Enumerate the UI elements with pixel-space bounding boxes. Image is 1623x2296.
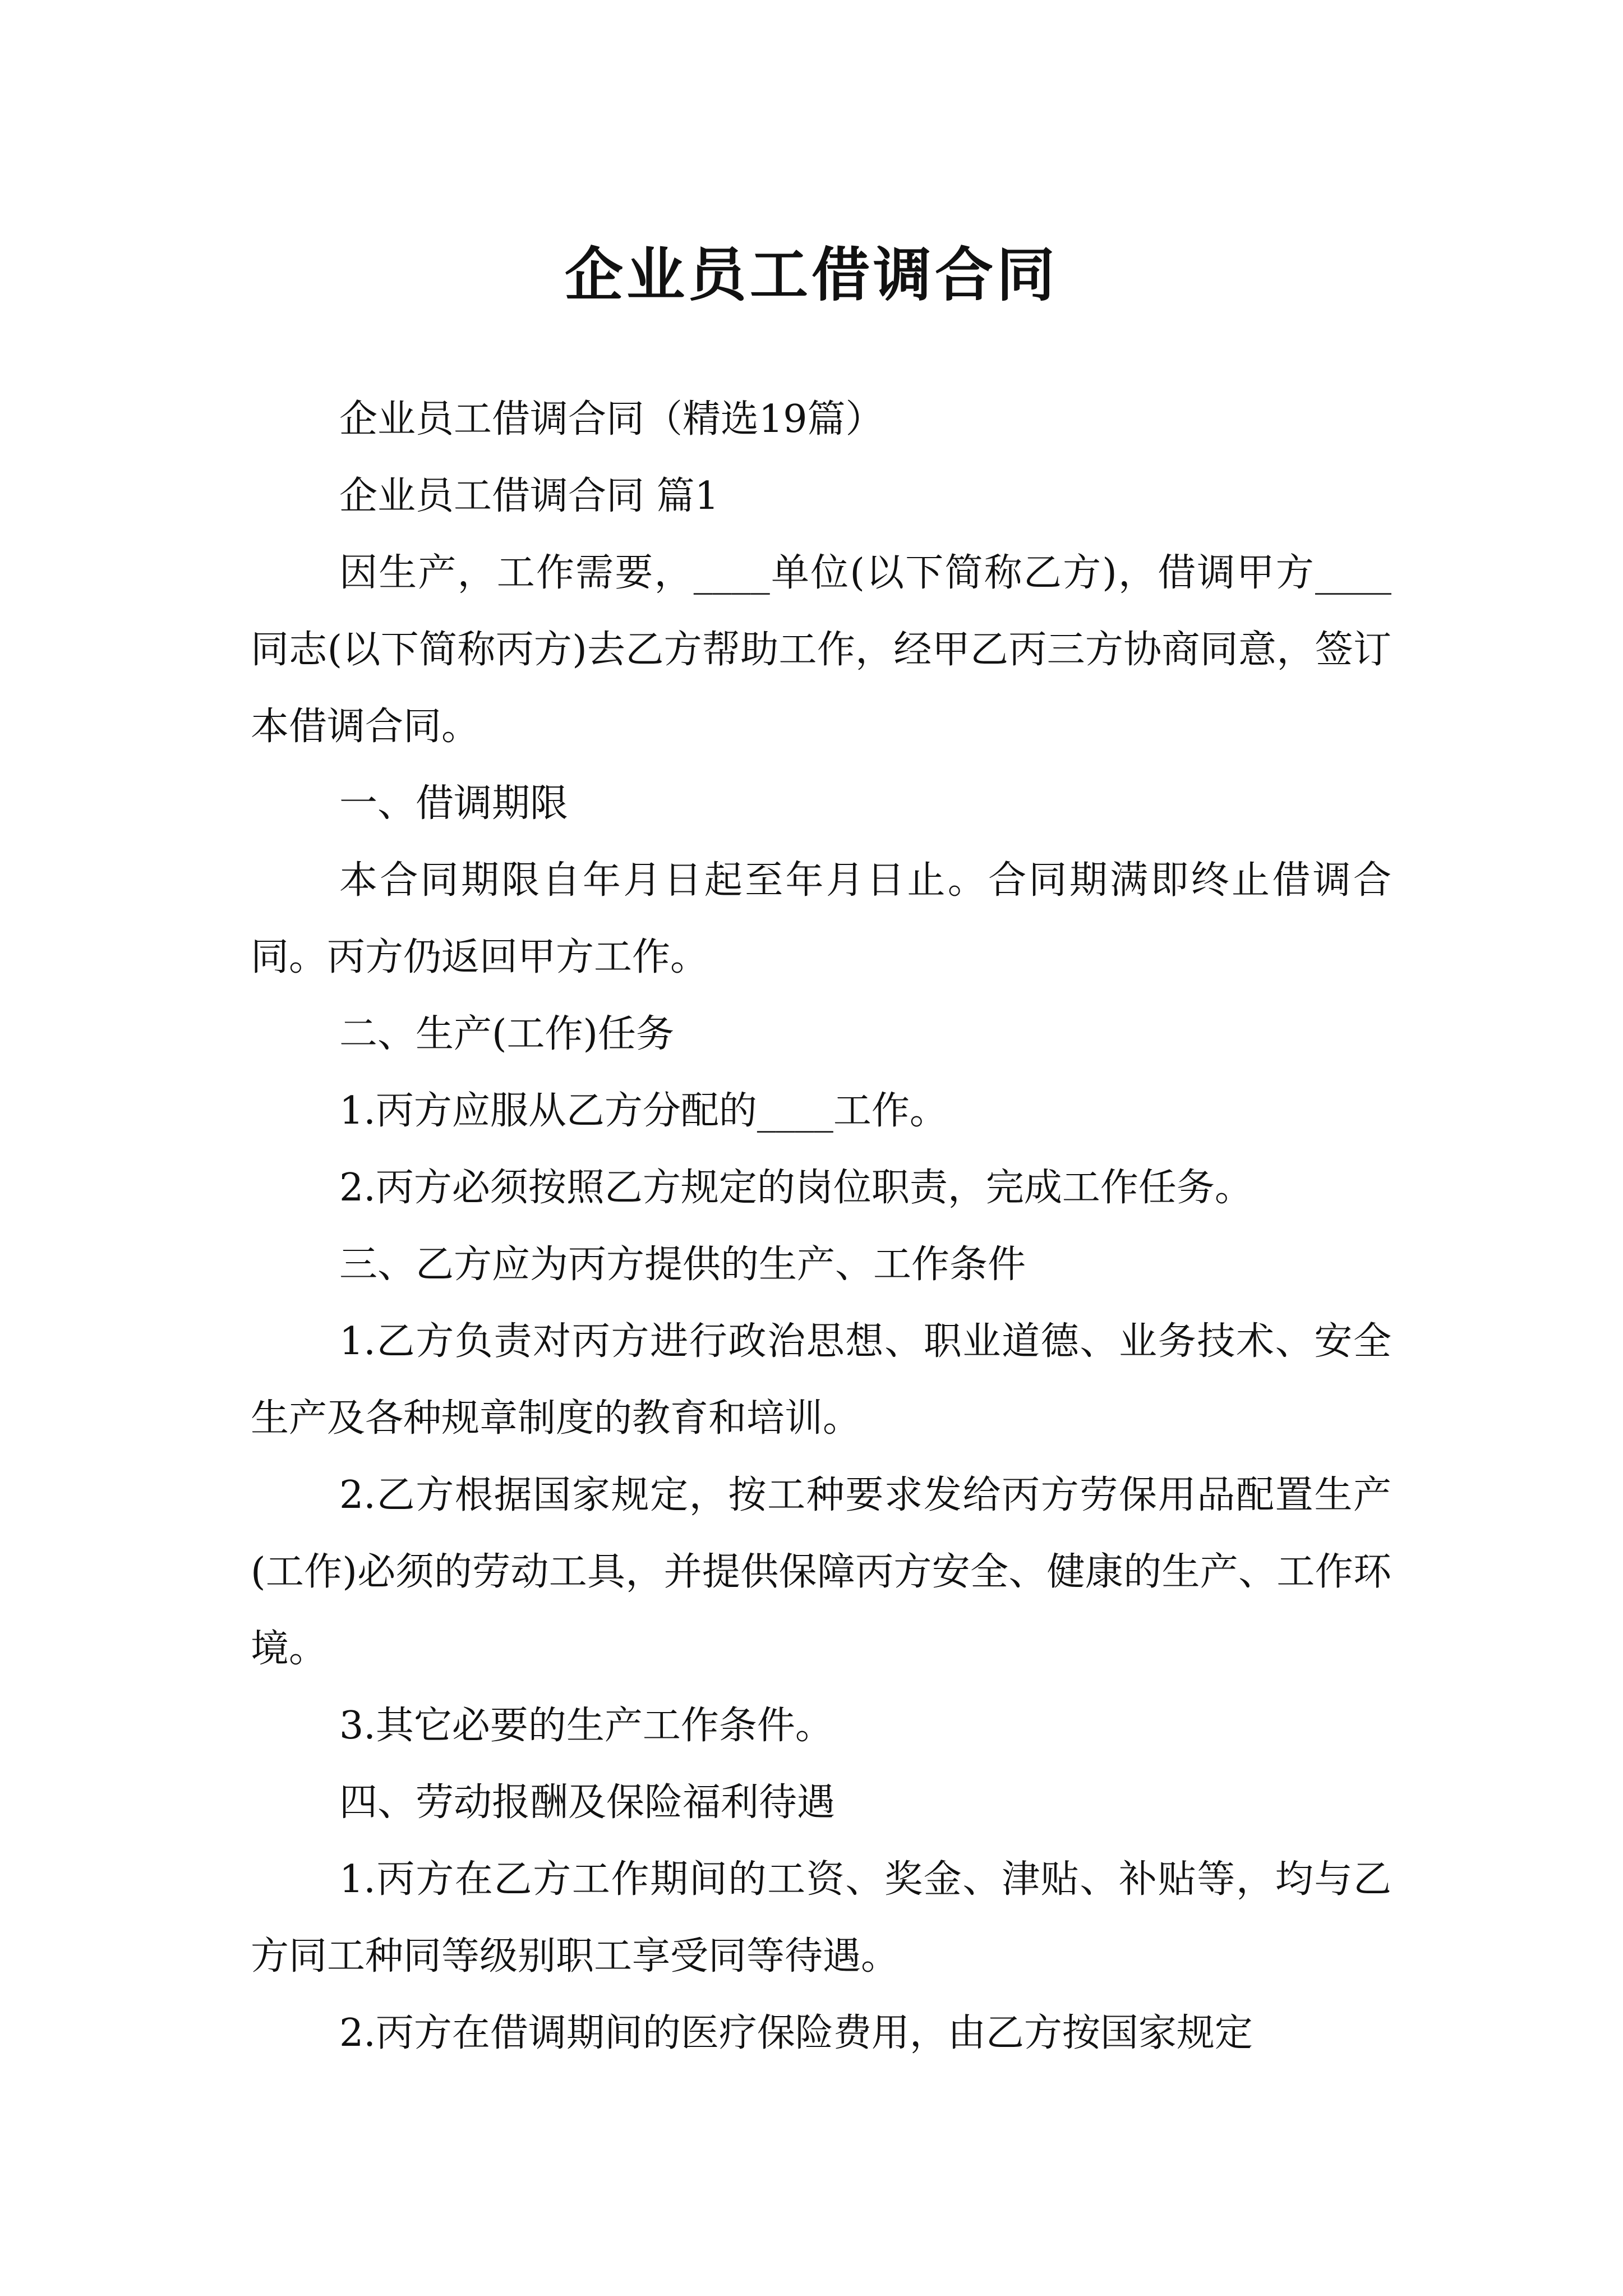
- list-item-conditions-3: 3.其它必要的生产工作条件。: [339, 1704, 833, 1748]
- list-item-remuneration-2: 2.丙方在借调期间的医疗保险费用，由乙方按国家规定: [339, 2011, 1253, 2055]
- section-heading-remuneration: 四、劳动报酬及保险福利待遇: [339, 1780, 836, 1825]
- list-item-remuneration-1: 1.丙方在乙方工作期间的工资、奖金、津贴、补贴等，均与乙方同工种同等级别职工享受同等待遇。: [251, 1857, 1391, 1978]
- section-heading-conditions: 三、乙方应为丙方提供的生产、工作条件: [339, 1243, 1026, 1287]
- list-item-tasks-2: 2.丙方必须按照乙方规定的岗位职责，完成工作任务。: [339, 1166, 1253, 1210]
- list-item-tasks-1: 1.丙方应服从乙方分配的____工作。: [339, 1089, 948, 1133]
- list-item-conditions-2: 2.乙方根据国家规定，按工种要求发给丙方劳保用品配置生产(工作)必须的劳动工具，并提供保障丙方安全、健康的生产、工作环境。: [251, 1473, 1391, 1671]
- paragraph-term: 本合同期限自年月日起至年月日止。合同期满即终止借调合同。丙方仍返回甲方工作。: [251, 858, 1391, 979]
- section-heading-term: 一、借调期限: [339, 781, 569, 826]
- paragraph-part-heading: 企业员工借调合同 篇1: [339, 474, 719, 518]
- document-title: 企业员工借调合同: [564, 240, 1058, 309]
- paragraph-preamble: 因生产，工作需要，____单位(以下简称乙方)，借调甲方____同志(以下简称丙方)去乙方帮助工作，经甲乙丙三方协商同意，签订本借调合同。: [251, 551, 1391, 749]
- section-heading-tasks: 二、生产(工作)任务: [339, 1012, 675, 1056]
- list-item-conditions-1: 1.乙方负责对丙方进行政治思想、职业道德、业务技术、安全生产及各种规章制度的教育和培训。: [251, 1319, 1391, 1441]
- document-body: [251, 381, 1391, 2072]
- paragraph-collection-title: 企业员工借调合同（精选19篇）: [339, 397, 884, 441]
